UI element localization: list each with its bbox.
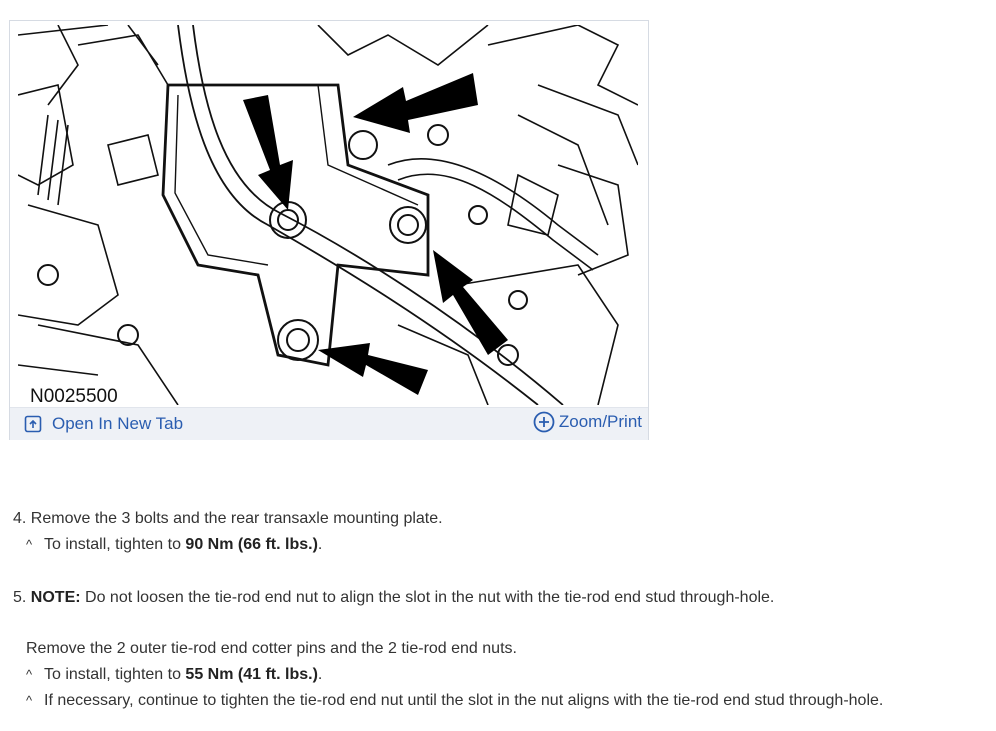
step-5-sub-1 (26, 666, 322, 684)
caret-icon: ^ (26, 693, 33, 708)
step-text: Remove the 3 bolts and the rear transaxle mounting plate. (30, 510, 443, 527)
zoom-print-link[interactable] (533, 411, 642, 433)
open-in-new-tab-link[interactable] (24, 414, 183, 434)
zoom-plus-icon (533, 411, 555, 433)
step-number: 5. (13, 589, 27, 606)
sub-text: To install, tighten to (44, 536, 186, 553)
caret-icon: ^ (26, 537, 33, 552)
open-in-new-tab-label: Open In New Tab (52, 414, 184, 433)
diagram-drawing (18, 25, 638, 405)
step-text: Remove the 2 outer tie-rod end cotter pins and the 2 tie-rod end nuts. (26, 640, 517, 657)
transaxle-mount-diagram[interactable] (18, 25, 638, 405)
step-4-sub-1 (26, 536, 322, 554)
note-label: NOTE: (30, 589, 81, 606)
sub-text: If necessary, continue to tighten the tie-rod end nut until the slot in the nut aligns with the tie-rod end stud through-hole. (44, 692, 884, 709)
step-4 (13, 510, 443, 528)
open-new-tab-icon (24, 415, 42, 433)
figure-code: N0025500 (28, 386, 120, 405)
torque-value: 90 Nm (66 ft. lbs.) (185, 536, 318, 553)
sub-suffix: . (317, 536, 323, 553)
sub-suffix: . (317, 666, 323, 683)
step-5 (13, 589, 774, 607)
zoom-print-label: Zoom/Print (558, 412, 642, 431)
figure-container (9, 20, 649, 440)
note-text: Do not loosen the tie-rod end nut to align the slot in the nut with the tie-rod end stud through-hole. (80, 589, 775, 606)
step-number: 4. (13, 510, 27, 527)
step-5-text (26, 640, 517, 658)
sub-text: To install, tighten to (44, 666, 186, 683)
figure-toolbar (10, 407, 648, 440)
torque-value: 55 Nm (41 ft. lbs.) (185, 666, 318, 683)
step-5-sub-2 (26, 692, 883, 710)
caret-icon: ^ (26, 667, 33, 682)
